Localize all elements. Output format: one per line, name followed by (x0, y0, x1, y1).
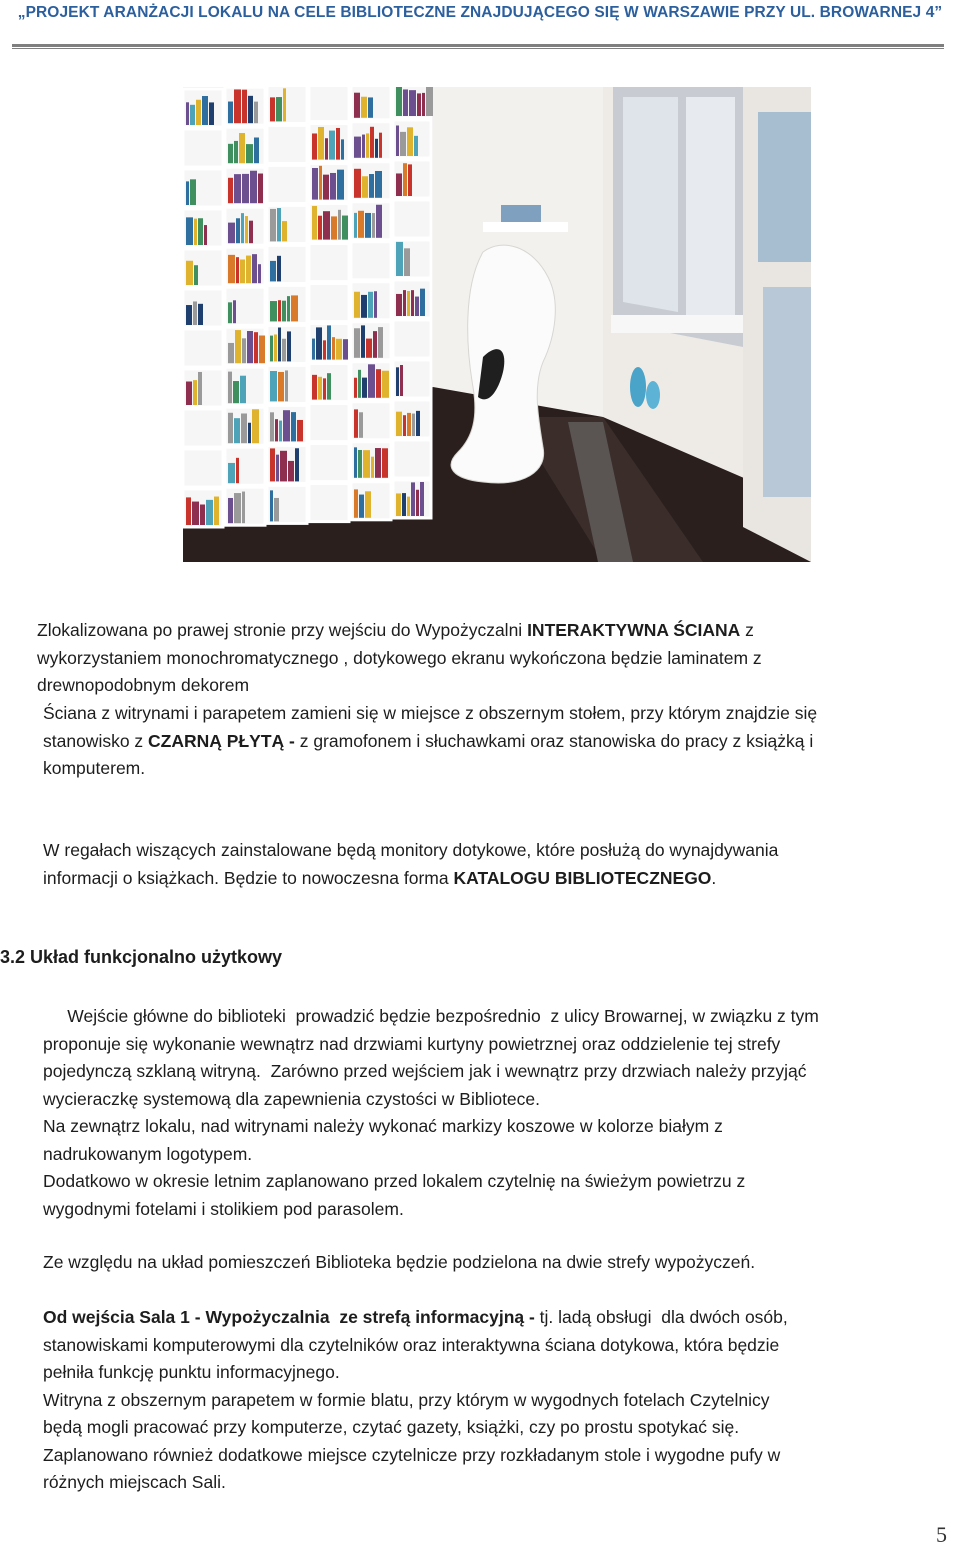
section-heading: 3.2 Układ funkcjonalno użytkowy (0, 947, 283, 967)
text-span: z (740, 620, 754, 640)
text-line: wygodnymi fotelami i stolikiem pod parasolem. (43, 1198, 404, 1219)
text-line: Zaplanowano również dodatkowe miejsce czytelnicze przy rozkładanym stole i wygodne pufy w (43, 1444, 781, 1465)
text-span: . (711, 867, 717, 888)
paragraph-interactive-wall (37, 617, 762, 700)
running-header: „PROJEKT ARANŻACJI LOKALU NA CELE BIBLIOTECZNE ZNAJDUJĄCEGO SIĘ W WARSZAWIE PRZY UL. BROWARNEJ 4” (17, 4, 943, 21)
text-line (43, 1304, 788, 1332)
text-span: tj. ladą obsługi dla dwóch osób, (534, 1307, 788, 1327)
text-span: Zlokalizowana po prawej stronie przy wejściu do Wypożyczalni (37, 620, 528, 640)
text-line: pojedynczą szklaną witryną. Zarówno przed wejściem jak i wewnątrz przy drzwiach należy przyjąć (43, 1061, 807, 1081)
page-number: 5 (936, 1522, 947, 1547)
text-line: stanowiskami komputerowymi dla czytelników oraz interaktywna ściana dotykowa, która będzie (43, 1334, 780, 1355)
photo-illustration (183, 87, 811, 562)
header-rule-thin (12, 48, 944, 49)
paragraph-zones (43, 1249, 755, 1277)
bold-text: Od wejścia Sala 1 - Wypożyczalnia ze strefą informacyjną - (43, 1307, 535, 1327)
text-line: komputerem. (43, 758, 146, 778)
text-line: Wejście główne do biblioteki prowadzić będzie bezpośrednio z ulicy Browarnej, w związku z tym (43, 1006, 819, 1026)
interior-photo (183, 87, 811, 562)
paragraph-catalogue (43, 837, 778, 892)
bold-text: INTERAKTYWNA ŚCIANA (527, 620, 741, 640)
text-line: będą mogli pracować przy komputerze, czytać gazety, książki, czy po prostu spotykać się. (43, 1417, 740, 1437)
text-span: stanowisko z (43, 730, 149, 751)
text-line: drewnopodobnym dekorem (37, 675, 250, 695)
text-line: Ze względu na układ pomieszczeń Biblioteka będzie podzielona na dwie strefy wypożyczeń. (43, 1252, 756, 1272)
text-line: proponuje się wykonanie wewnątrz nad drzwiami kurtyny powietrznej oraz oddzielenie tej strefy (43, 1033, 781, 1054)
paragraph-entrance (43, 1003, 819, 1223)
bold-text: KATALOGU BIBLIOTECZNEGO (453, 867, 712, 888)
text-line (37, 617, 762, 645)
bookshelf (183, 87, 433, 527)
text-line: Witryna z obszernym parapetem w formie blatu, przy którym w wygodnych fotelach Czytelnicy (43, 1389, 770, 1410)
paragraph-room-1 (43, 1304, 788, 1497)
text-line: różnych miejscach Sali. (43, 1472, 226, 1492)
text-line: Na zewnątrz lokalu, nad witrynami należy wykonać markizy koszowe w kolorze białym z (43, 1116, 723, 1136)
text-span: z gramofonem i słuchawkami oraz stanowiska do pracy z książką i (294, 730, 814, 751)
text-line: pełniła funkcję punktu informacyjnego. (43, 1362, 340, 1382)
header-rule (12, 44, 944, 47)
paragraph-black-plate (43, 700, 817, 783)
text-line (43, 728, 817, 756)
text-line: nadrukowanym logotypem. (43, 1143, 253, 1164)
text-line: Dodatkowo w okresie letnim zaplanowano przed lokalem czytelnię na świeżym powietrzu z (43, 1171, 746, 1191)
text-span: informacji o książkach. Będzie to nowoczesna forma (43, 867, 454, 888)
text-line: wykorzystaniem monochromatycznego , dotykowego ekranu wykończona będzie laminatem z (37, 647, 762, 668)
text-line: W regałach wiszących zainstalowane będą monitory dotykowe, które posłużą do wynajdywania (43, 840, 779, 860)
text-line: wycieraczkę systemową dla zapewnienia czystości w Bibliotece. (43, 1088, 541, 1109)
text-line (43, 865, 778, 893)
bold-text: CZARNĄ PŁYTĄ - (148, 730, 295, 751)
text-line: Ściana z witrynami i parapetem zamieni się w miejsce z obszernym stołem, przy którym znajdzie się (43, 703, 818, 723)
